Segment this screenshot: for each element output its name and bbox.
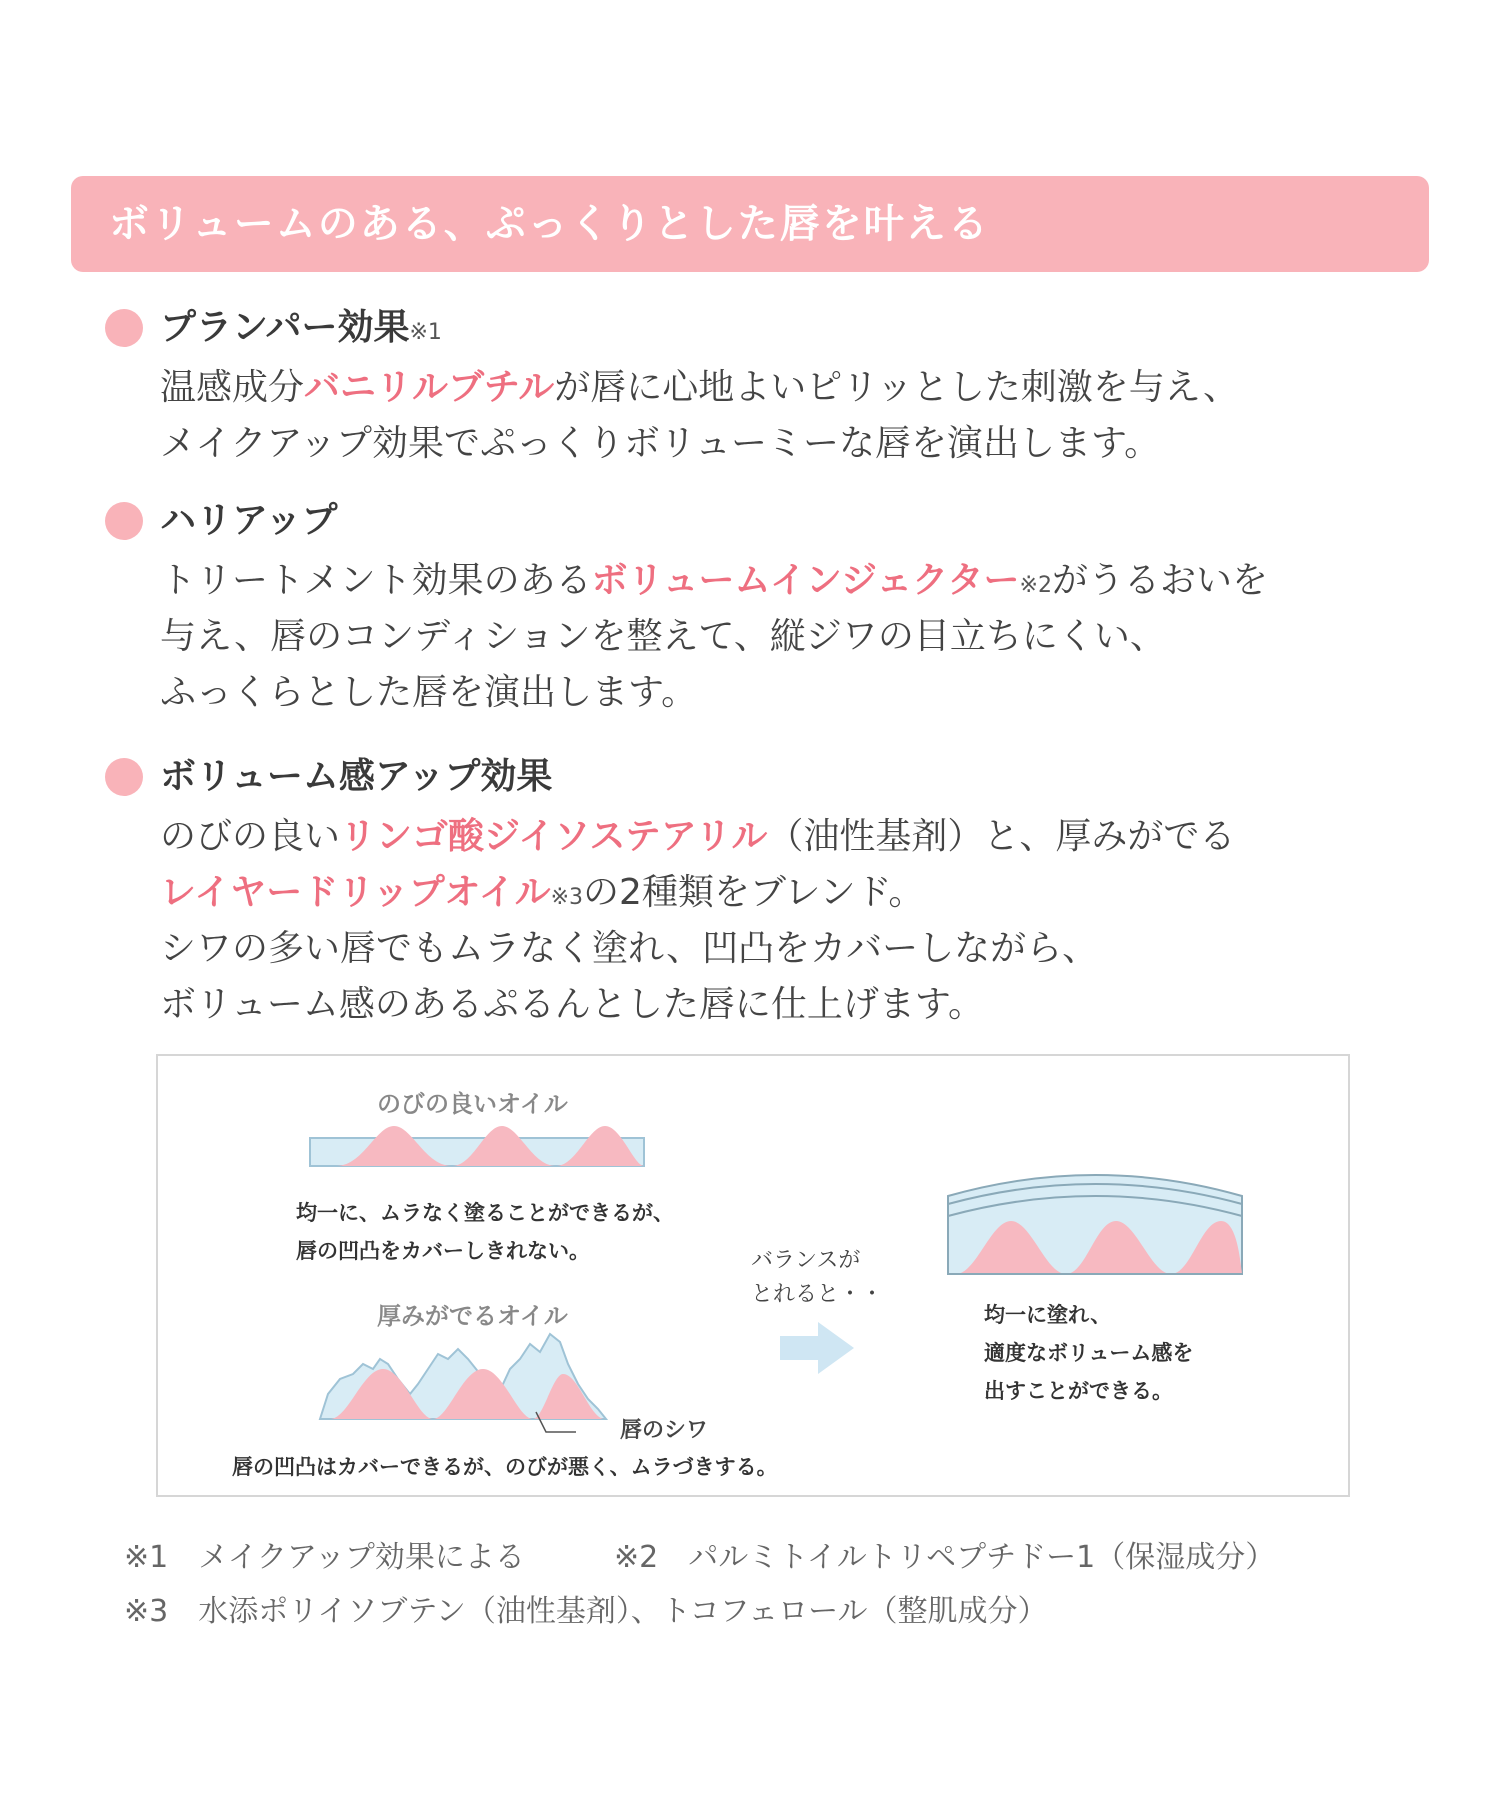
feature-text-line (160, 553, 1268, 614)
feature-text-line (160, 665, 697, 721)
feature-text-line (160, 977, 984, 1033)
oil-comparison-diagram (156, 1054, 1350, 1497)
feature-text-line (160, 416, 1160, 472)
text: 温感成分 (160, 367, 305, 408)
oil1-desc-line: 唇の凹凸をカバーしきれない。 (296, 1239, 590, 1263)
text: メイクアップ効果でぷっくりボリューミーな唇を演出します。 (160, 423, 1161, 464)
footnote-3: ※3 水添ポリイソブテン（油性基剤）、トコフェロール（整肌成分） (124, 1594, 1048, 1629)
heading-text: プランパー効果 (160, 307, 410, 348)
text: トリートメント効果のある (160, 560, 592, 601)
bullet-dot (105, 309, 143, 347)
wrinkle-label: 唇のシワ (620, 1418, 709, 1443)
balance-text-line: とれると・・ (751, 1282, 884, 1307)
text: が唇に心地よいピリッとした刺激を与え、 (554, 367, 1239, 408)
footnote-ref: ※2 (1019, 573, 1052, 598)
balanced-oil-illustration (946, 1156, 1246, 1276)
feature-heading: ボリューム感アップ効果 (160, 756, 553, 797)
footnote-1: ※1 メイクアップ効果による (124, 1540, 525, 1575)
text: のびの良い (160, 816, 341, 857)
result-desc-line: 均一に塗れ、 (984, 1303, 1112, 1327)
oil1-label: のびの良いオイル (377, 1090, 568, 1118)
thick-oil-illustration (318, 1324, 658, 1434)
text: 与え、唇のコンディションを整えて、縦ジワの目立ちにくい、 (160, 616, 1166, 657)
ingredient-highlight: リンゴ酸ジイソステアリル (340, 816, 768, 857)
text: （油性基剤）と、厚みがでる (767, 816, 1236, 857)
section-banner (71, 176, 1429, 272)
feature-text-line (160, 865, 924, 926)
ingredient-highlight: バニリルブチル (304, 367, 555, 408)
text: ふっくらとした唇を演出します。 (160, 672, 698, 713)
bullet-dot (105, 502, 143, 540)
feature-text-line (160, 809, 1235, 865)
feature-text-line (160, 360, 1239, 416)
balance-text-line: バランスが (751, 1248, 861, 1273)
feature-heading: ハリアップ (160, 500, 338, 541)
feature-text-line (160, 609, 1166, 665)
result-desc-line: 出すことができる。 (984, 1379, 1173, 1403)
banner-title: ボリュームのある、ぷっくりとした唇を叶える (109, 201, 990, 247)
text: の2種類をブレンド。 (583, 872, 925, 913)
text: がうるおいを (1051, 560, 1268, 601)
result-desc-line: 適度なボリューム感を (984, 1341, 1194, 1365)
oil2-desc: 唇の凹凸はカバーできるが、のびが悪く、ムラづきする。 (232, 1455, 778, 1479)
ingredient-highlight: ボリュームインジェクター (591, 560, 1020, 601)
thin-oil-illustration (308, 1116, 648, 1191)
ingredient-highlight: レイヤードリップオイル (160, 872, 551, 913)
feature-text-line (160, 921, 1098, 977)
arrow-right-icon (778, 1318, 858, 1378)
footnote-ref: ※3 (550, 885, 584, 910)
footnote-ref: ※1 (409, 320, 442, 345)
oil1-desc-line: 均一に、ムラなく塗ることができるが、 (296, 1201, 674, 1225)
text: シワの多い唇でもムラなく塗れ、凹凸をカバーしながら、 (160, 928, 1099, 969)
oil2-label: 厚みがでるオイル (377, 1302, 568, 1330)
footnote-2: ※2 パルミトイルトリペプチドー1（保湿成分） (614, 1540, 1276, 1575)
bullet-dot (105, 758, 143, 796)
text: ボリューム感のあるぷるんとした唇に仕上げます。 (160, 984, 985, 1025)
feature-heading (160, 305, 442, 356)
